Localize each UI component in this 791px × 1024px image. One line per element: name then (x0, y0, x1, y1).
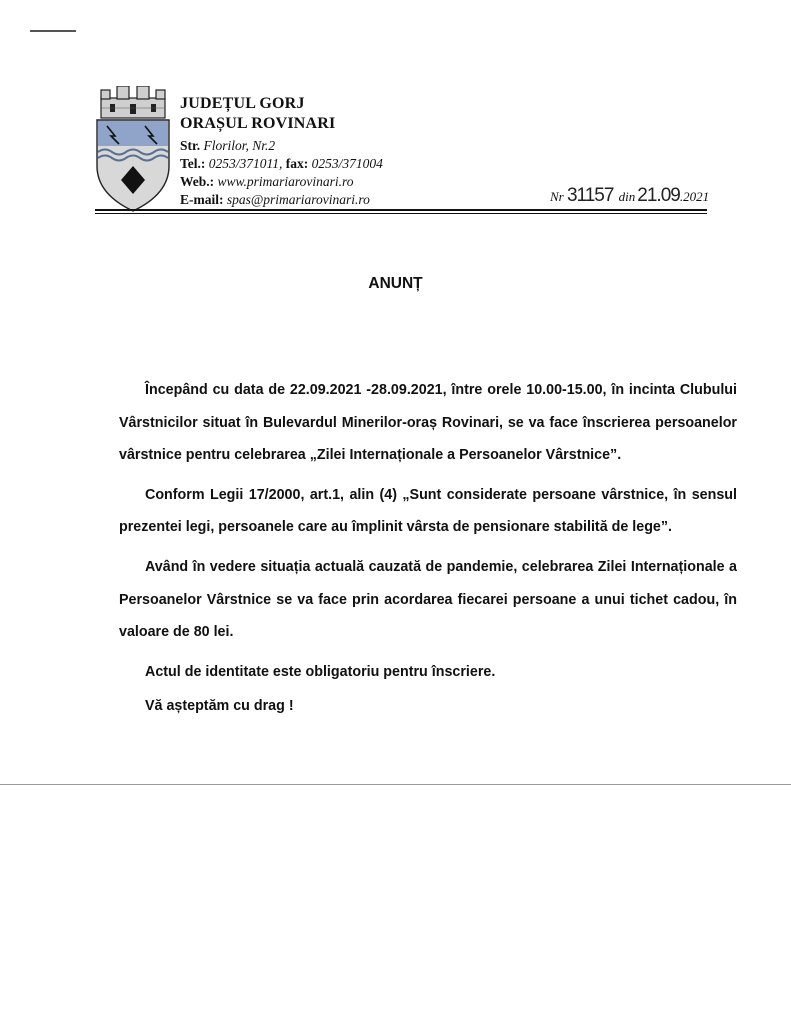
county-name: JUDEȚUL GORJ (180, 95, 305, 112)
coat-of-arms-icon (93, 86, 173, 214)
phone-line: Tel.: 0253/371011, fax: 0253/371004 (180, 156, 383, 171)
registration-number: Nr 31157 din 21.09.2021 (550, 185, 710, 206)
paragraph-id-required: Actul de identitate este obligatoriu pentru înscriere. (145, 663, 496, 680)
header-divider (95, 209, 707, 211)
scan-mark (30, 30, 76, 32)
email-line: E-mail: spas@primariarovinari.ro (180, 192, 370, 207)
header-divider-thin (95, 213, 707, 214)
address-line: Str. Florilor, Nr.2 (180, 138, 276, 153)
announcement-title: ANUNȚ (368, 275, 423, 292)
registration-date-handwritten: 21.09 (637, 185, 680, 206)
paragraph-gift-voucher: Având în vedere situația actuală cauzată de pandemie, celebrarea Zilei Internaționale a Persoanelor Vârstnice se va face prin acordarea fiecarei persoane a unui tichet cadou, în valoare de 80 lei. (119, 558, 737, 641)
paragraph-law: Conform Legii 17/2000, art.1, alin (4) „Sunt considerate persoane vârstnice, în sensul prezentei legi, persoanele care au împlinit vârsta de pensionare stabilită de lege”. (119, 486, 737, 536)
registration-nr-handwritten: 31157 (566, 185, 614, 206)
page-edge-line (0, 784, 791, 785)
town-name: ORAȘUL ROVINARI (180, 115, 336, 132)
institution-header (180, 94, 440, 209)
web-line: Web.: www.primariarovinari.ro (180, 174, 354, 189)
announcement-body (119, 374, 737, 725)
paragraph-registration: Începând cu data de 22.09.2021 -28.09.2021, între orele 10.00-15.00, în incinta Clubului Vârstnicilor situat în Bulevardul Minerilor-oraș Rovinari, se va face înscrierea persoanelor vârstnice pentru celebrarea „Zilei Internaționale a Persoanelor Vârstnice”. (119, 382, 737, 464)
paragraph-closing: Vă așteptăm cu drag ! (145, 698, 294, 715)
